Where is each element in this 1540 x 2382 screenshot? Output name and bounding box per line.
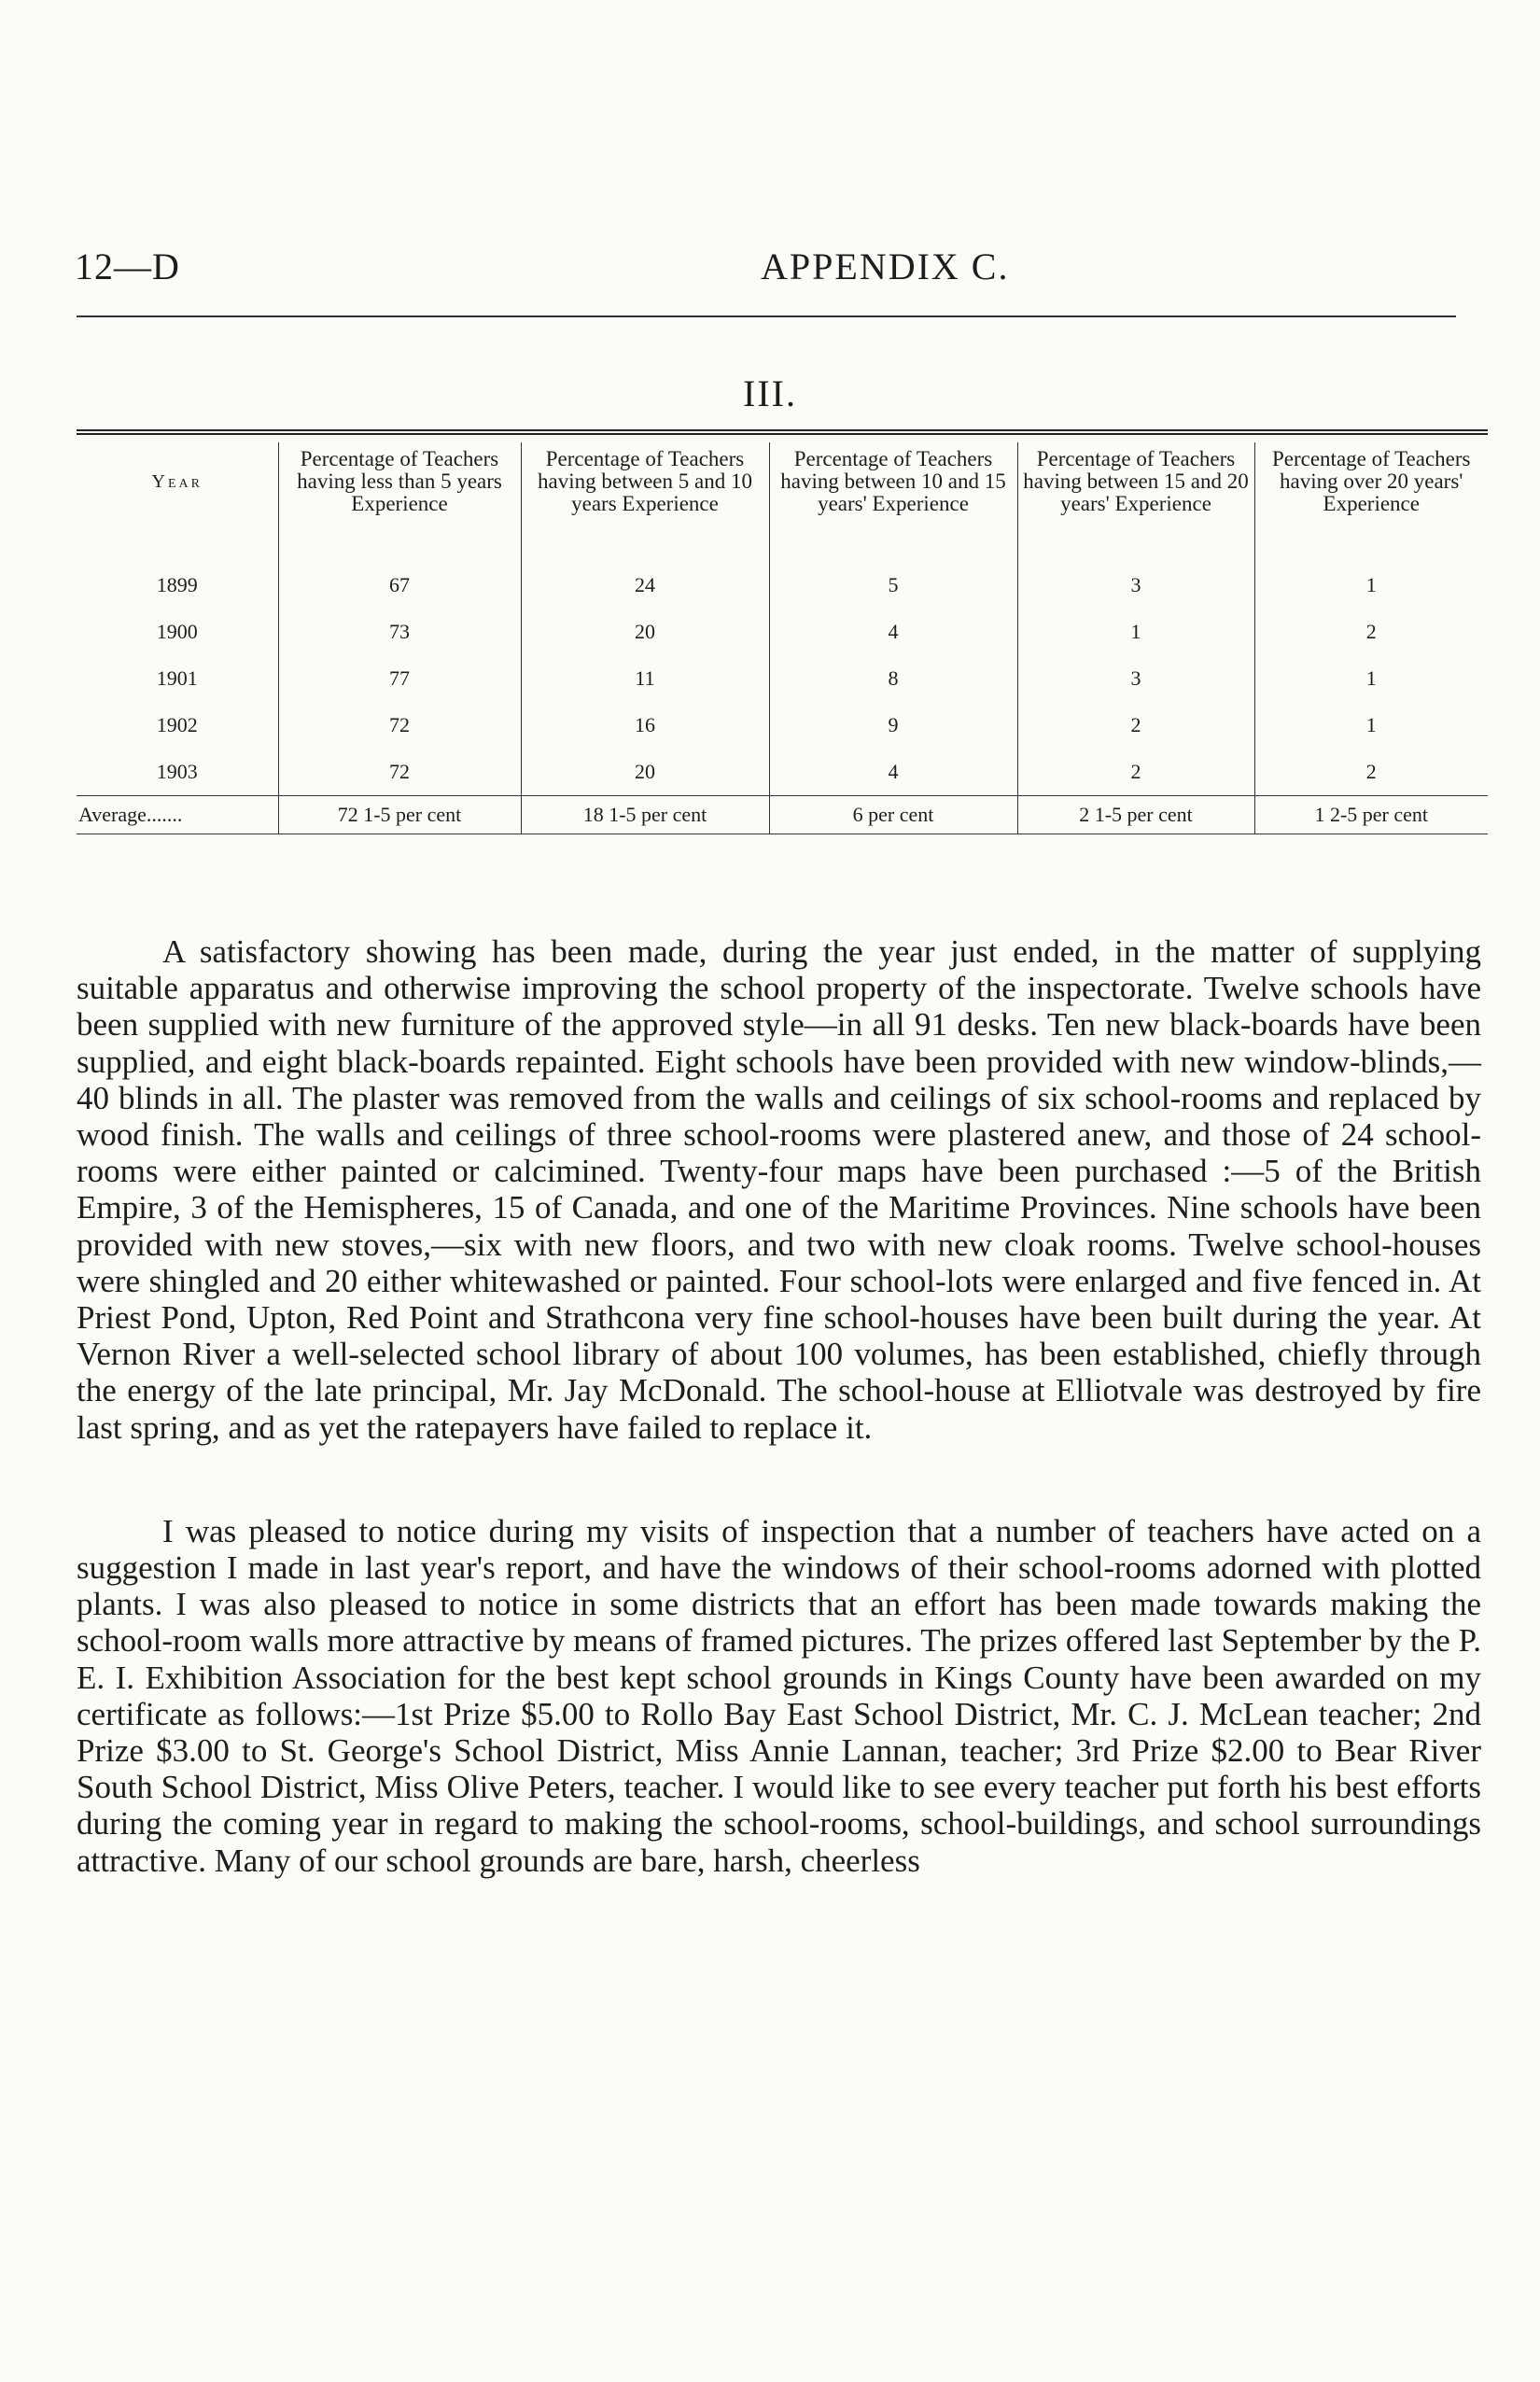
average-label: Average.......	[77, 796, 278, 834]
paragraph: I was pleased to notice during my visits of inspection that a number of teachers have acted on a suggestion I made in last year's report, and have the windows of their school-rooms adorned with plotted plants. I was also pleased to notice in some districts that an effort has been made towards making the school-room walls more attractive by means of framed pictures. The prizes offered last September by the P. E. I. Exhibition Association for the best kept school grounds in Kings County have been awarded on my certificate as follows:—1st Prize $5.00 to Rollo Bay East School District, Mr. C. J. McLean teacher; 2nd Prize $3.00 to St. George's School District, Miss Annie Lannan, teacher; 3rd Prize $2.00 to Bear River South School District, Miss Olive Peters, teacher. I would like to see every teacher put forth his best efforts during the coming year in regard to making the school-rooms, school-buildings, and school surroundings attractive. Many of our school grounds are bare, harsh, cheerless	[77, 1512, 1481, 1879]
percentage-cell: 72	[278, 749, 521, 796]
percentage-cell: 11	[521, 655, 769, 702]
data-table	[77, 442, 1488, 834]
percentage-cell: 77	[278, 655, 521, 702]
column-header: Percentage of Teachers having less than 5 years Experience	[278, 442, 521, 526]
table-row	[77, 526, 1488, 609]
percentage-cell: 4	[769, 749, 1017, 796]
column-header: Percentage of Teachers having between 10 and 15 years' Experience	[769, 442, 1017, 526]
percentage-cell: 3	[1017, 655, 1254, 702]
percentage-cell: 24	[521, 526, 769, 609]
percentage-cell: 2	[1017, 702, 1254, 749]
column-header: Percentage of Teachers having between 5 and 10 years Experience	[521, 442, 769, 526]
paragraph: A satisfactory showing has been made, during the year just ended, in the matter of supplying suitable apparatus and otherwise improving the school property of the inspectorate. Twelve schools have been supplied with new furniture of the approved style—in all 91 desks. Ten new black-boards have been supplied, and eight black-boards repainted. Eight schools have been provided with new window-blinds,—40 blinds in all. The plaster was removed from the walls and ceilings of six school-rooms and replaced by wood finish. The walls and ceilings of three school-rooms were plastered anew, and those of 24 school-rooms were either painted or calcimined. Twenty-four maps have been purchased :—5 of the British Empire, 3 of the Hemispheres, 15 of Canada, and one of the Maritime Provinces. Nine schools have been provided with new stoves,—six with new floors, and two with new cloak rooms. Twelve school-houses were shingled and 20 either whitewashed or painted. Four school-lots were enlarged and five fenced in. At Priest Pond, Upton, Red Point and Strathcona very fine school-houses have been built during the year. At Vernon River a well-selected school library of about 100 volumes, has been established, chiefly through the energy of the late principal, Mr. Jay McDonald. The school-house at Elliotvale was destroyed by fire last spring, and as yet the ratepayers have failed to replace it.	[77, 933, 1481, 1446]
percentage-cell: 20	[521, 609, 769, 655]
year-cell: 1899	[156, 573, 198, 596]
year-cell: 1902	[156, 713, 198, 736]
percentage-cell: 1	[1254, 702, 1488, 749]
average-cell: 2 1-5 per cent	[1017, 796, 1254, 834]
table-row	[77, 609, 1488, 655]
experience-table	[77, 429, 1488, 834]
column-header: Percentage of Teachers having between 15 and 20 years' Experience	[1017, 442, 1254, 526]
average-cell: 1 2-5 per cent	[1254, 796, 1488, 834]
percentage-cell: 1	[1017, 609, 1254, 655]
average-cell: 18 1-5 per cent	[521, 796, 769, 834]
percentage-cell: 3	[1017, 526, 1254, 609]
average-cell: 6 per cent	[769, 796, 1017, 834]
average-row	[77, 796, 1488, 834]
page-header	[75, 245, 1475, 291]
percentage-cell: 4	[769, 609, 1017, 655]
percentage-cell: 1	[1254, 655, 1488, 702]
body-text	[77, 933, 1481, 1879]
year-cell: 1901	[156, 666, 198, 690]
percentage-cell: 8	[769, 655, 1017, 702]
percentage-cell: 5	[769, 526, 1017, 609]
section-number: III.	[743, 372, 797, 414]
average-cell: 72 1-5 per cent	[278, 796, 521, 834]
table-header-row	[77, 442, 1488, 526]
year-cell: 1900	[156, 620, 198, 643]
table-row	[77, 749, 1488, 796]
percentage-cell: 2	[1254, 749, 1488, 796]
percentage-cell: 1	[1254, 526, 1488, 609]
percentage-cell: 2	[1254, 609, 1488, 655]
percentage-cell: 20	[521, 749, 769, 796]
percentage-cell: 9	[769, 702, 1017, 749]
column-header: Percentage of Teachers having over 20 years' Experience	[1254, 442, 1488, 526]
header-rule	[77, 315, 1456, 317]
percentage-cell: 16	[521, 702, 769, 749]
page-number: 12—D	[75, 245, 180, 287]
percentage-cell: 67	[278, 526, 521, 609]
column-header: Year	[151, 471, 203, 492]
table-top-rule	[77, 429, 1488, 435]
percentage-cell: 72	[278, 702, 521, 749]
year-cell: 1903	[156, 760, 198, 783]
table-row	[77, 655, 1488, 702]
percentage-cell: 73	[278, 609, 521, 655]
page-title: APPENDIX C.	[761, 245, 1010, 287]
table-row	[77, 702, 1488, 749]
percentage-cell: 2	[1017, 749, 1254, 796]
